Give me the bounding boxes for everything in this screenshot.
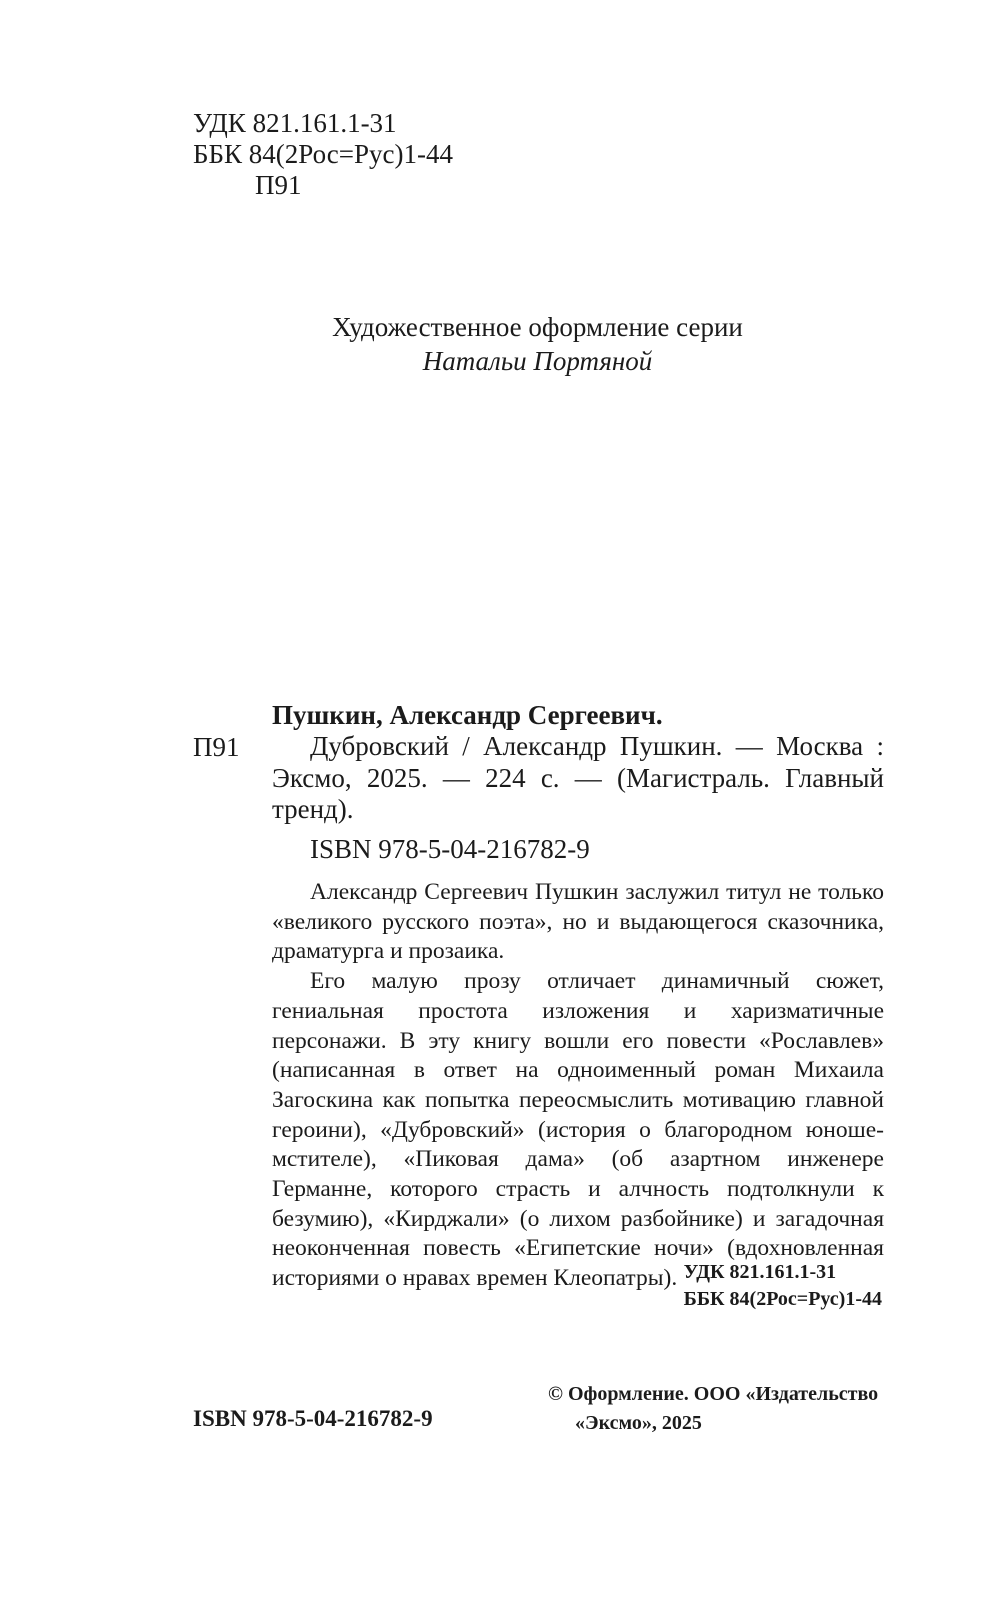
copyright-line-1: © Оформление. ООО «Издательство (548, 1383, 879, 1405)
copyright-notice (548, 1380, 878, 1438)
top-classification-codes (193, 108, 453, 201)
author-sign: П91 (255, 170, 302, 200)
catalog-isbn: ISBN 978-5-04-216782-9 (310, 834, 590, 864)
side-author-sign: П91 (193, 732, 240, 762)
annotation-paragraph-1: Александр Сергеевич Пушкин заслужил титул не только «великого русского поэта», но и выдающегося сказочника, драматурга и прозаика. (272, 879, 884, 965)
catalog-description: Дубровский / Александр Пушкин. — Москва : Эксмо, 2025. — 224 с. — (Магистраль. Главный тренд). (272, 731, 884, 824)
bbk-code: ББК 84(2Рос=Рус)1-44 (193, 139, 453, 169)
annotation (272, 878, 884, 1294)
udk-code: УДК 821.161.1-31 (193, 108, 397, 138)
copyright-line-2: «Эксмо», 2025 (575, 1412, 702, 1434)
author-heading: Пушкин, Александр Сергеевич. (272, 700, 663, 730)
annotation-paragraph-2: Его малую прозу отличает динамичный сюжет, гениальная простота изложения и харизматичные персонажи. В эту книгу вошли его повести «Рославлев» (написанная в ответ на одноименный роман Михаила Загоскина как попытка переосмыслить мотивацию главной героини), «Дубровский» (история о благородном юноше-мстителе), «Пиковая дама» (об азартном инженере Германне, которого страсть и алчность подтолкнули к безумию), «Кирджали» (о лихом разбойнике) и загадочная неоконченная повесть «Египетские ночи» (вдохновленная историями о нравах времен Клеопатры). (272, 968, 884, 1292)
design-credits (0, 310, 1000, 378)
bottom-bbk-code: ББК 84(2Рос=Рус)1-44 (683, 1288, 882, 1310)
bottom-classification-codes (684, 1259, 882, 1313)
credits-line: Художественное оформление серии (332, 312, 743, 342)
designer-name: Натальи Портяной (422, 346, 653, 376)
footer-isbn: ISBN 978-5-04-216782-9 (193, 1406, 433, 1431)
bottom-udk-code: УДК 821.161.1-31 (683, 1261, 837, 1283)
catalog-description-block (272, 731, 884, 826)
